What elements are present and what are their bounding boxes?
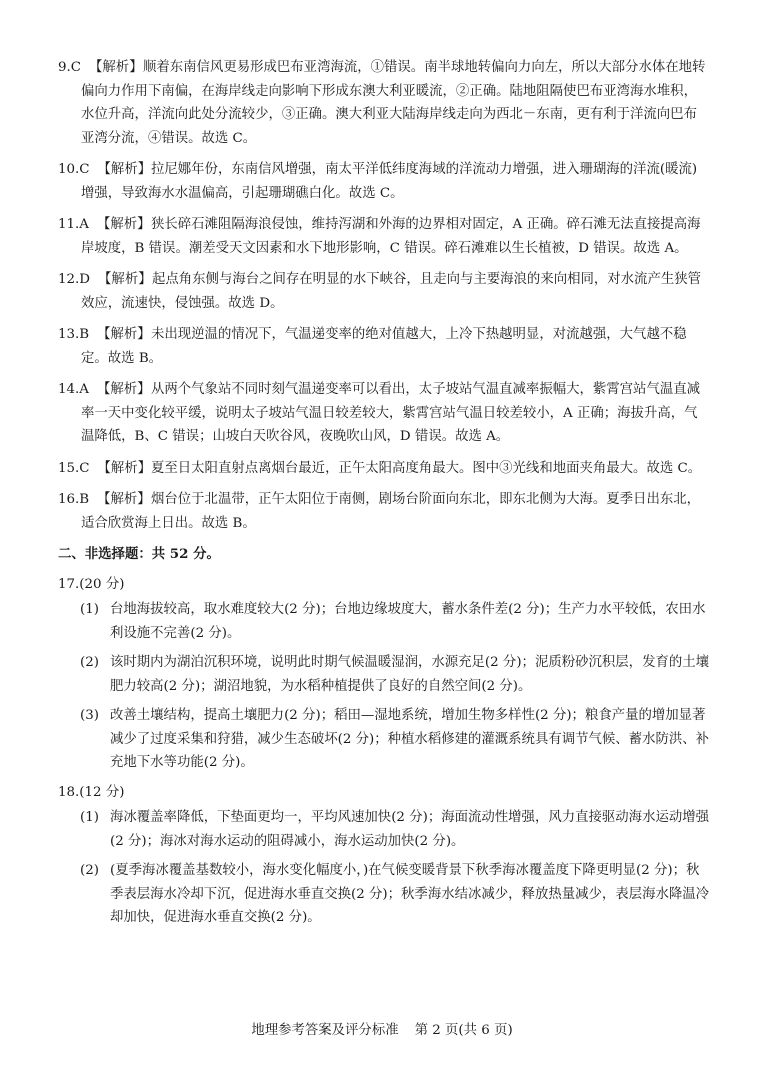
part-label: (3) — [80, 708, 99, 723]
answer-11 — [58, 213, 710, 260]
part-text: 该时期内为湖泊沉积环境，说明此时期气候温暖湿润，水源充足(2 分)；泥质粉砂沉积层，发育的土壤肥力较高(2 分)；湖沼地貌，为水稻种植提供了良好的自然空间(2 分)。 — [110, 655, 710, 694]
answer-10 — [58, 158, 710, 205]
answer-13 — [58, 323, 710, 370]
part-label: (2) — [80, 655, 99, 670]
answer-text: 狭长碎石滩阻隔海浪侵蚀，维持泻湖和外海的边界相对固定，A 正确。碎石滩无法直接提高海岸坡度，B 错误。潮差受天文因素和水下地形影响，C 错误。碎石滩难以生长植被，D 错误。故选 A。 — [81, 217, 701, 256]
answer-content — [58, 56, 710, 936]
answer-14 — [58, 378, 710, 449]
analysis-tag: 【解析】 — [97, 460, 152, 476]
question-18-header: 18.(12 分) — [58, 784, 125, 800]
q18-part-1 — [58, 806, 710, 853]
answer-text: 夏至日太阳直射点离烟台最近，正午太阳高度角最大。图中③光线和地面夹角最大。故选 C。 — [151, 460, 702, 476]
analysis-tag: 【解析】 — [97, 492, 151, 507]
answer-text: 顺着东南信风更易形成巴布亚湾海流，①错误。南半球地转偏向力向左，所以大部分水体在地转偏向力作用下南偏，在海岸线走向影响下形成东澳大利亚暖流，②正确。陆地阻隔使巴布亚湾海水堆积，水位升高，洋流向此处分流较少，③正确。澳大利亚大陆海岸线走向为西北－东南，更有利于洋流向巴布亚湾分流，④错误。故选 C。 — [81, 60, 706, 146]
answer-text: 从两个气象站不同时刻气温递变率可以看出，太子坡站气温直减率振幅大，紫霄宫站气温直减率一天中变化较平缓，说明太子坡站气温日较差较大，紫霄宫站气温日较差较小，A 正确；海拔升高，气温降低，B、C 错误；山坡白天吹谷风，夜晚吹山风，D 错误。故选 A。 — [81, 382, 701, 444]
analysis-tag: 【解析】 — [97, 162, 152, 177]
answer-text: 起点角东侧与海台之间存在明显的水下峡谷，且走向与主要海浪的来向相同，对水流产生狭管效应，流速快，侵蚀强。故选 D。 — [81, 272, 702, 311]
footer-title: 地理参考答案及评分标准 — [251, 1023, 399, 1038]
section-title: 二、非选择题：共 52 分。 — [58, 546, 220, 562]
answer-number: 9.C — [58, 60, 82, 75]
answer-number: 12.D — [58, 272, 91, 287]
q17-part-1 — [58, 598, 710, 645]
answer-16 — [58, 488, 710, 535]
part-text: 改善土壤结构，提高土壤肥力(2 分)；稻田—湿地系统，增加生物多样性(2 分)；粮食产量的增加显著减少了过度采集和狩猎，减少生态破坏(2 分)；种植水稻修建的灌溉系统具有调节气候、蓄水防洪、补充地下水等功能(2 分)。 — [110, 708, 710, 770]
answer-9 — [58, 56, 710, 150]
part-text: 海冰覆盖率降低，下垫面更均一，平均风速加快(2 分)；海面流动性增强，风力直接驱动海水运动增强(2 分)；海冰对海水运动的阻碍减小，海水运动加快(2 分)。 — [110, 810, 710, 849]
analysis-tag: 【解析】 — [89, 60, 143, 75]
page-number: 第 2 页(共 6 页) — [414, 1023, 513, 1038]
answer-text: 烟台位于北温带，正午太阳位于南侧，剧场台阶面向东北，即东北侧为大海。夏季日出东北，适合欣赏海上日出。故选 B。 — [81, 492, 701, 531]
answer-text: 拉尼娜年份，东南信风增强，南太平洋低纬度海域的洋流动力增强，进入珊瑚海的洋流(暖流)增强，导致海水水温偏高，引起珊瑚礁白化。故选 C。 — [81, 162, 698, 201]
answer-15 — [58, 457, 710, 481]
part-label: (1) — [80, 602, 99, 617]
analysis-tag: 【解析】 — [97, 327, 151, 342]
part-label: (1) — [80, 810, 99, 825]
answer-number: 13.B — [58, 327, 90, 342]
q18-part-2 — [58, 859, 710, 930]
answer-text: 未出现逆温的情况下，气温递变率的绝对值越大，上冷下热越明显，对流越强，大气越不稳定。故选 B。 — [81, 327, 687, 366]
part-label: (2) — [80, 863, 99, 878]
part-text: 台地海拔较高，取水难度较大(2 分)；台地边缘坡度大，蓄水条件差(2 分)；生产力水平较低，农田水利设施不完善(2 分)。 — [110, 602, 706, 641]
analysis-tag: 【解析】 — [96, 382, 151, 397]
answer-12 — [58, 268, 710, 315]
answer-number: 16.B — [58, 492, 90, 507]
answer-number: 10.C — [58, 162, 90, 177]
q17-part-2 — [58, 651, 710, 698]
answer-number: 14.A — [58, 382, 89, 397]
answer-number: 15.C — [58, 460, 90, 476]
page-footer — [0, 1019, 764, 1038]
analysis-tag: 【解析】 — [96, 217, 151, 232]
answer-number: 11.A — [58, 217, 89, 232]
analysis-tag: 【解析】 — [98, 272, 152, 287]
q17-part-3 — [58, 704, 710, 775]
part-text: (夏季海冰覆盖基数较小，海水变化幅度小，)在气候变暖背景下秋季海冰覆盖度下降更明显(2 分)；秋季表层海水冷却下沉，促进海水垂直交换(2 分)；秋季海水结冰减少，释放热量减少，表层海水降温冷却加快，促进海水垂直交换(2 分)。 — [110, 863, 710, 925]
question-17-header: 17.(20 分) — [58, 576, 125, 592]
